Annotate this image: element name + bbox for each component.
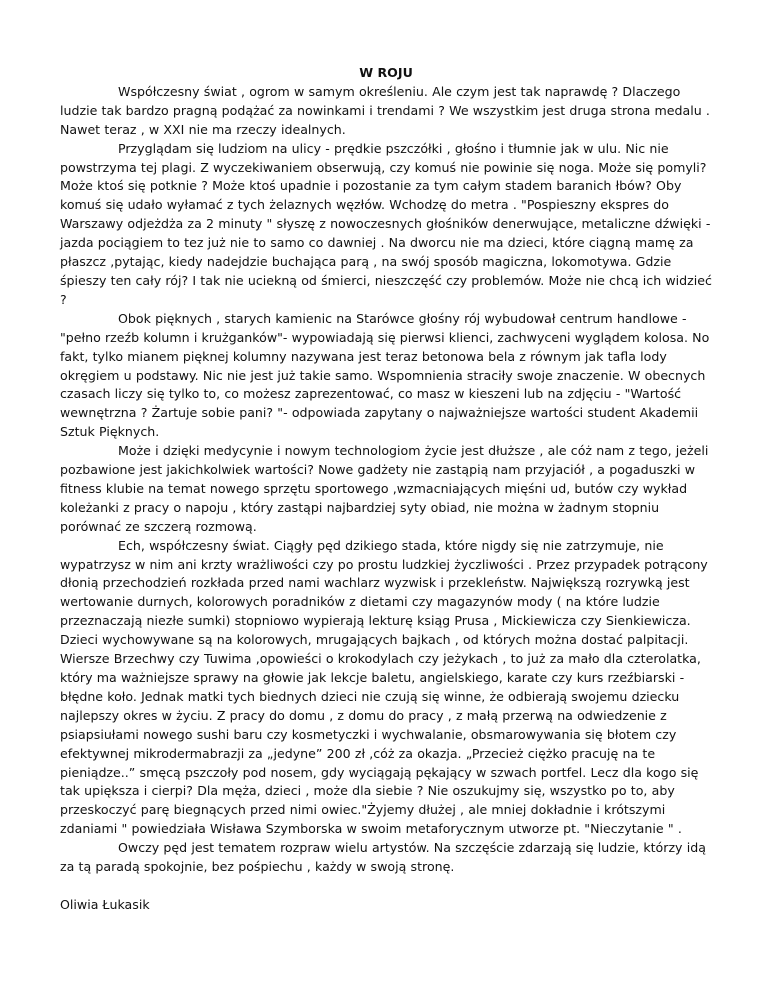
blank-line [60, 877, 712, 896]
paragraph: Przyglądam się ludziom na ulicy - prędkie pszczółki , głośno i tłumnie jak w ulu. Nic nie powstrzyma tej plagi. Z wyczekiwaniem obserwują, czy komuś nie powinie się noga. Może się pomyli? Może ktoś się potknie ? Może ktoś upadnie i pozostanie za tym całym stadem baranich łbów? Oby komuś się udało wyłamać z tych żelaznych węzłów. Wchodzę do metra . "Pospieszny ekspres do Warszawy odjeżdża za 2 minuty " słyszę z nowoczesnych głośników denerwujące, metaliczne dźwięki - jazda pociągiem to tez już nie to samo co dawniej . Na dworcu nie ma dzieci, które ciągną mamę za płaszcz ,pytając, kiedy nadejdzie buchająca parą , na swój sposób magiczna, lokomotywa. Gdzie śpieszy ten cały rój? I tak nie uciekną od śmierci, nieszczęść czy problemów. Może nie chcą ich widzieć ? [60, 140, 712, 307]
paragraph: Owczy pęd jest tematem rozpraw wielu artystów. Na szczęście zdarzają się ludzie, którzy idą za tą paradą spokojnie, bez pośpiechu , każdy w swoją stronę. [60, 840, 706, 875]
paragraph: Obok pięknych , starych kamienic na Starówce głośny rój wybudował centrum handlowe -"pełno rzeźb kolumn i krużganków"- wypowiadają się pierwsi klienci, zachwyceni wyglądem kolosa. No fakt, tylko mianem pięknej kolumny nazywana jest teraz betonowa bela z równym jak tafla lody okręgiem u podstawy. Nic nie jest już takie samo. Wspomnienia straciły swoje znaczenie. W obecnych czasach liczy się tylko to, co możesz zaprezentować, co masz w kieszeni lub na zdjęciu - "Wartość wewnętrzna ? Żartuje sobie pani? "- odpowiada zapytany o najważniejsze wartości student Akademii Sztuk Pięknych. [60, 310, 710, 440]
author-signature: Oliwia Łukasik [60, 896, 150, 912]
paragraph: Ech, współczesny świat. Ciągły pęd dzikiego stada, które nigdy się nie zatrzymuje, nie wypatrzysz w nim ani krzty wrażliwości czy po prostu ludzkiej życzliwości . Przez przypadek potrącony dłonią przechodzień rozkłada przed nami wachlarz wyzwisk i przekleństw. Największą rozrywką jest wertowanie durnych, kolorowych poradników z dietami czy magazynów mody ( na które ludzie przeznaczają niezłe sumki) stopniowo wypierają lekturę ksiąg Prusa , Mickiewicza czy Sienkiewicza. Dzieci wychowywane są na kolorowych, mrugających bajkach , od których można dostać palpitacji. Wiersze Brzechwy czy Tuwima ,opowieści o krokodylach czy jeżykach , to już za mało dla czterolatka, który ma ważniejsze sprawy na głowie jak lekcje baletu, angielskiego, karate czy kurs rzeźbiarski - błędne koło. Jednak matki tych biednych dzieci nie czują się winne, że odbierają swojemu dziecku najlepszy okres w życiu. Z pracy do domu , z domu do pracy , z małą przerwą na odwiedzenie z psiapsiułami nowego sushi baru czy kosmetyczki i wychwalanie, obsmarowywania się błotem czy efektywnej mikrodermabrazji za „jedyne” 200 zł ,cóż za okazja. „Przecież ciężko pracuję na te pieniądze..” smęcą pszczoły pod nosem, gdy wyciągają pękający w szwach portfel. Lecz dla kogo się tak upiększa i cierpi? Dla męża, dzieci , może dla siebie ? Nie oszukujmy się, wszystko po to, aby przeskoczyć parę biegnących przed nimi owiec."Żyjemy dłużej , ale mniej dokładnie i krótszymi zdaniami " powiedziała Wisława Szymborska w swoim metaforycznym utworze pt. "Nieczytanie " . [60, 537, 708, 837]
document-title: W ROJU [359, 65, 413, 80]
paragraph: Współczesny świat , ogrom w samym określeniu. Ale czym jest tak naprawdę ? Dlaczego ludzie tak bardzo pragną podążać za nowinkami i trendami ? We wszystkim jest druga strona medalu . Nawet teraz , w XXI nie ma rzeczy idealnych. [60, 83, 710, 137]
paragraph: Może i dzięki medycynie i nowym technologiom życie jest dłuższe , ale cóż nam z tego, jeżeli pozbawione jest jakichkolwiek wartości? Nowe gadżety nie zastąpią nam przyjaciół , a pogaduszki w fitness klubie na temat nowego sprzętu sportowego ,wzmacniających mięśni ud, butów czy wykład koleżanki z pracy o napoju , który zastąpi najbardziej syty obiad, nie można w żadnym stopniu porównać ze szczerą rozmową. [60, 443, 709, 534]
document-page [60, 64, 712, 915]
